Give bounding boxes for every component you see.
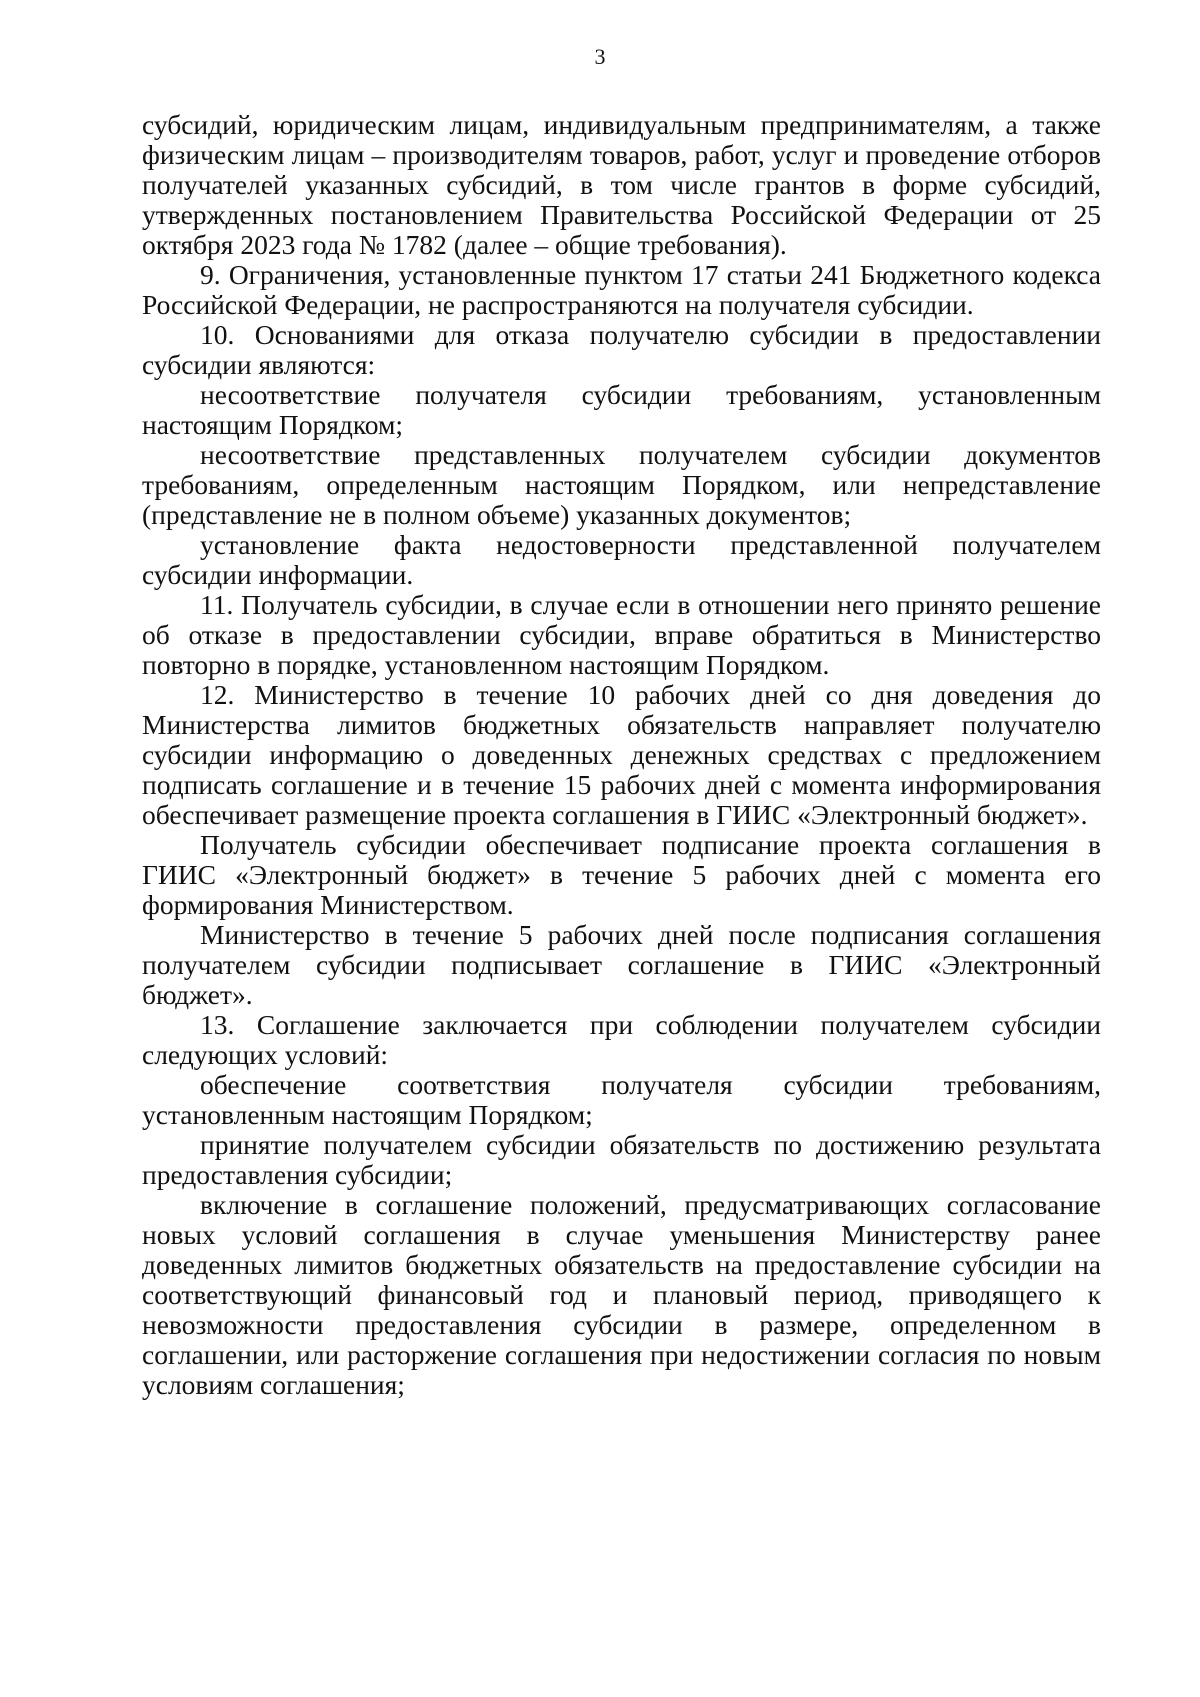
paragraph-condition-2: принятие получателем субсидии обязательств по достижению результата предоставления субсидии; — [142, 1129, 1101, 1190]
paragraph-condition-3: включение в соглашение положений, предусматривающих согласование новых условий соглашения в случае уменьшения Министерству ранее доведенных лимитов бюджетных обязательств на предоставление субсидии на соответствующий финансовый год и плановый период, приводящего к невозможности предоставления субсидии в размере, определенном в соглашении, или расторжение соглашения при недостижении согласия по новым условиям соглашения; — [142, 1189, 1101, 1400]
paragraph-clause-11: 11. Получатель субсидии, в случае если в отношении него принято решение об отказе в предоставлении субсидии, вправе обратиться в Министерство повторно в порядке, установленном настоящим Порядком. — [142, 589, 1101, 680]
paragraph-clause-9: 9. Ограничения, установленные пунктом 17 статьи 241 Бюджетного кодекса Российской Федерации, не распространяются на получателя субсидии. — [142, 259, 1101, 320]
paragraph-continuation: субсидий, юридическим лицам, индивидуальным предпринимателям, а также физическим лицам – производителям товаров, работ, услуг и проведение отборов получателей указанных субсидий, в том числе грантов в форме субсидий, утвержденных постановлением Правительства Российской Федерации от 25 октября 2023 года № 1782 (далее – общие требования). — [142, 109, 1101, 260]
paragraph-clause-13: 13. Соглашение заключается при соблюдении получателем субсидии следующих условий: — [142, 1009, 1101, 1070]
page-number: 3 — [594, 44, 606, 69]
paragraph-clause-12-signing: Получатель субсидии обеспечивает подписание проекта соглашения в ГИИС «Электронный бюджет» в течение 5 рабочих дней с момента его формирования Министерством. — [142, 829, 1101, 920]
paragraph-refusal-ground-2: несоответствие представленных получателем субсидии документов требованиям, определенным настоящим Порядком, или непредставление (представление не в полном объеме) указанных документов; — [142, 439, 1101, 530]
paragraph-condition-1: обеспечение соответствия получателя субсидии требованиям, установленным настоящим Порядком; — [142, 1069, 1101, 1130]
document-body — [142, 110, 1101, 1400]
paragraph-clause-12-ministry: Министерство в течение 5 рабочих дней после подписания соглашения получателем субсидии подписывает соглашение в ГИИС «Электронный бюджет». — [142, 919, 1101, 1010]
paragraph-clause-12: 12. Министерство в течение 10 рабочих дней со дня доведения до Министерства лимитов бюджетных обязательств направляет получателю субсидии информацию о доведенных денежных средствах с предложением подписать соглашение и в течение 15 рабочих дней с момента информирования обеспечивает размещение проекта соглашения в ГИИС «Электронный бюджет». — [142, 679, 1101, 830]
paragraph-refusal-ground-1: несоответствие получателя субсидии требованиям, установленным настоящим Порядком; — [142, 379, 1101, 440]
paragraph-refusal-ground-3: установление факта недостоверности представленной получателем субсидии информации. — [142, 529, 1101, 590]
paragraph-clause-10: 10. Основаниями для отказа получателю субсидии в предоставлении субсидии являются: — [142, 319, 1101, 380]
